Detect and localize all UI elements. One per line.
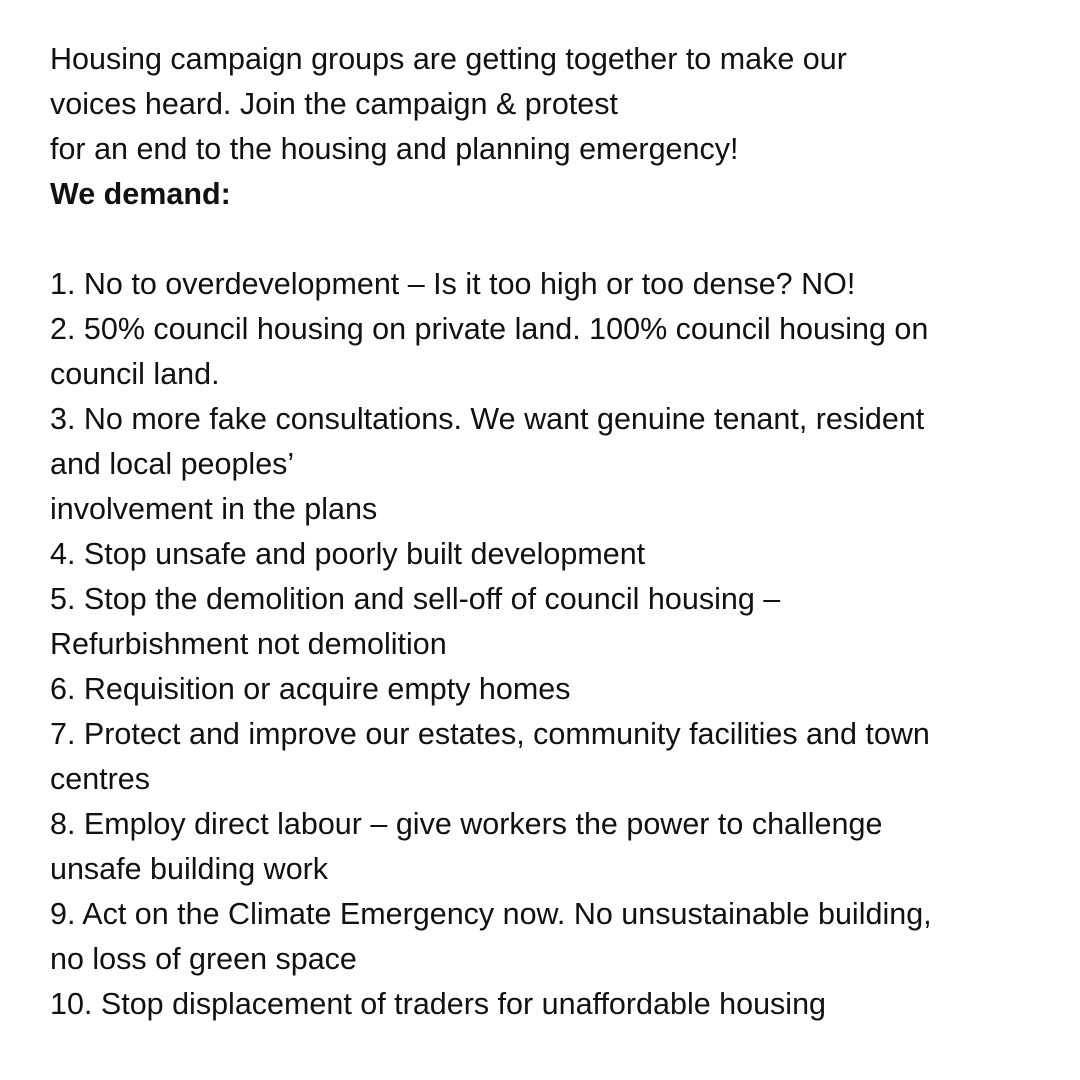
- intro-line: Housing campaign groups are getting together to make our: [50, 42, 847, 76]
- demand-item: [50, 802, 1060, 892]
- demand-line: 6. Requisition or acquire empty homes: [50, 672, 571, 706]
- demand-item: [50, 577, 1060, 667]
- demand-item: [50, 397, 1060, 532]
- demand-line: 7. Protect and improve our estates, community facilities and town: [50, 717, 930, 751]
- demands-list: [50, 262, 1060, 1027]
- demand-item: [50, 892, 1060, 982]
- demand-line: 3. No more fake consultations. We want genuine tenant, resident: [50, 402, 925, 436]
- demand-line: 5. Stop the demolition and sell-off of council housing –: [50, 582, 781, 616]
- demand-item: [50, 532, 1060, 577]
- intro-paragraph: [50, 37, 1060, 172]
- demand-line: unsafe building work: [50, 852, 329, 886]
- intro-line: voices heard. Join the campaign & protest: [50, 87, 618, 121]
- demand-line: 10. Stop displacement of traders for unaffordable housing: [50, 987, 826, 1021]
- demand-line: 9. Act on the Climate Emergency now. No unsustainable building,: [50, 897, 932, 931]
- demand-line: 8. Employ direct labour – give workers the power to challenge: [50, 807, 883, 841]
- demand-line: involvement in the plans: [50, 492, 378, 526]
- demand-line: Refurbishment not demolition: [50, 627, 447, 661]
- demand-line: 1. No to overdevelopment – Is it too high or too dense? NO!: [50, 267, 856, 301]
- demand-line: no loss of green space: [50, 942, 357, 976]
- demand-line: 2. 50% council housing on private land. 100% council housing on: [50, 312, 929, 346]
- demand-line: 4. Stop unsafe and poorly built development: [50, 537, 646, 571]
- demand-item: [50, 712, 1060, 802]
- demand-line: and local peoples’: [50, 447, 295, 481]
- demand-item: [50, 667, 1060, 712]
- intro-line: for an end to the housing and planning emergency!: [50, 132, 739, 166]
- demand-line: centres: [50, 762, 151, 796]
- demand-item: [50, 982, 1060, 1027]
- demand-item: [50, 262, 1060, 307]
- demand-item: [50, 307, 1060, 397]
- campaign-text: [50, 37, 1060, 1027]
- demands-heading: We demand:: [50, 177, 231, 211]
- spacer: [50, 217, 1060, 262]
- demand-line: council land.: [50, 357, 220, 391]
